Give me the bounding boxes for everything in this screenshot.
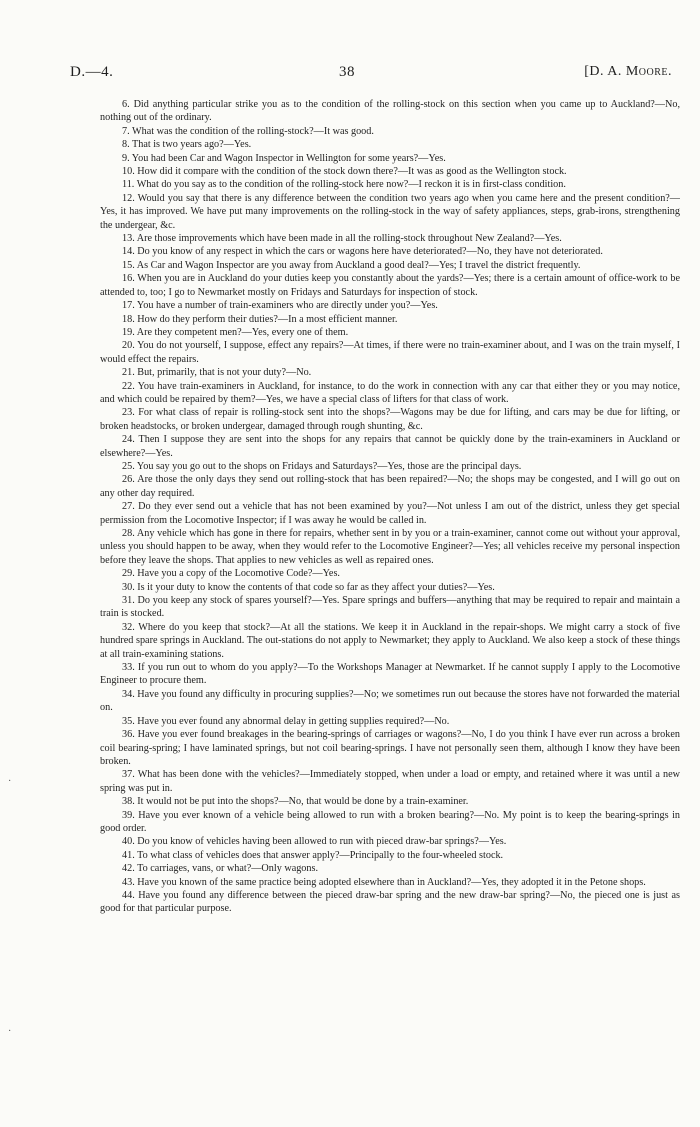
testimony-paragraph: 19. Are they competent men?—Yes, every one of them. — [122, 326, 349, 338]
testimony-paragraph: 21. But, primarily, that is not your duty?—No. — [122, 367, 312, 379]
testimony-paragraph: 34. Have you found any difficulty in procuring supplies?—No; we sometimes run out because the stores have not forwarded the material on. — [100, 688, 680, 714]
testimony-paragraph: 24. Then I suppose they are sent into the shops for any repairs that cannot be quickly done by the train-examiners in Auckland or elsewhere?—Yes. — [100, 434, 680, 459]
testimony-paragraph: 37. What has been done with the vehicles?—Immediately stopped, when under a load or empty, and retained where it was until a new spring was put in. — [100, 769, 680, 794]
testimony-paragraph: 27. Do they ever send out a vehicle that has not been examined by you?—Not unless I am out of the district, unless they get special permission from the Locomotive Inspector; if I was away he would be called in. — [100, 501, 680, 526]
testimony-paragraph: 44. Have you found any difference between the pieced draw-bar spring and the new draw-bar spring?—No, the pieced one is just as good for that particular purpose. — [100, 889, 680, 915]
testimony-paragraph: 20. You do not yourself, I suppose, effect any repairs?—At times, if there were no train-examiner about, and I was on the train myself, I would effect the repairs. — [100, 340, 680, 365]
testimony-paragraph: 43. Have you known of the same practice being adopted elsewhere than in Auckland?—Yes, they adopted it in the Petone shops. — [122, 876, 646, 888]
testimony-paragraph: 31. Do you keep any stock of spares yourself?—Yes. Spare springs and buffers—anything that may be required to repair and maintain a train is stocked. — [100, 595, 680, 620]
testimony-paragraph: 36. Have you ever found breakages in the bearing-springs of carriages or wagons?—No, I do you think I have ever run across a broken coil bearing-spring; I have laminated springs, but not coil bearing-springs. I have not personally seen them, although I know they have been broken. — [100, 729, 680, 767]
testimony-paragraph: 14. Do you know of any respect in which the cars or wagons here have deteriorated?—No, they have not deteriorated. — [122, 246, 603, 258]
testimony-paragraph: 38. It would not be put into the shops?—No, that would be done by a train-examiner. — [122, 796, 469, 808]
testimony-paragraph: 18. How do they perform their duties?—In a most efficient manner. — [122, 313, 398, 325]
testimony-paragraph: 8. That is two years ago?—Yes. — [122, 139, 252, 151]
margin-dot: · — [8, 776, 12, 787]
testimony-paragraph: 26. Are those the only days they send out rolling-stock that has been repaired?—No; the shops may be congested, and I will go out on any other day required. — [100, 474, 680, 499]
page-number: 38 — [339, 64, 355, 80]
testimony-paragraph: 16. When you are in Auckland do your duties keep you constantly about the yards?—Yes; there is a certain amount of office-work to be attended to, too; I go to Newmarket mostly on Fridays and Saturdays for inspection of stock. — [100, 273, 680, 298]
testimony-paragraph: 42. To carriages, vans, or what?—Only wagons. — [122, 863, 319, 875]
testimony-paragraph: 39. Have you ever known of a vehicle being allowed to run with a broken bearing?—No. My point is to keep the bearing-springs in good order. — [100, 809, 680, 834]
testimony-paragraph: 41. To what class of vehicles does that answer apply?—Principally to the four-wheeled stock. — [122, 849, 504, 861]
testimony-paragraph: 15. As Car and Wagon Inspector are you away from Auckland a good deal?—Yes; I travel the district frequently. — [122, 259, 581, 271]
testimony-paragraph: 33. If you run out to whom do you apply?—To the Workshops Manager at Newmarket. If he cannot supply I apply to the Locomotive Engineer to procure them. — [100, 662, 680, 687]
testimony-paragraph: 11. What do you say as to the condition of the rolling-stock here now?—I reckon it is in first-class condition. — [122, 179, 566, 191]
testimony-paragraph: 29. Have you a copy of the Locomotive Code?—Yes. — [122, 568, 340, 580]
margin-dot: · — [8, 1026, 12, 1037]
testimony-paragraph: 7. What was the condition of the rolling-stock?—It was good. — [122, 125, 374, 137]
testimony-paragraph: 17. You have a number of train-examiners who are directly under you?—Yes. — [122, 300, 438, 312]
testimony-paragraph: 40. Do you know of vehicles having been allowed to run with pieced draw-bar springs?—Yes. — [122, 836, 507, 848]
testimony-paragraph: 28. Any vehicle which has gone in there for repairs, whether sent in by you or a train-examiner, cannot come out without your approval, unless you should happen to be away, when they would refer to the Locomotive Engineer?—Yes; all vehicles receive my personal inspection before they leave the shops. That applies to new vehicles as well as repaired ones. — [100, 528, 680, 566]
document-code: D.—4. — [70, 64, 114, 80]
page-header — [70, 64, 672, 84]
testimony-paragraph: 35. Have you ever found any abnormal delay in getting supplies required?—No. — [122, 715, 450, 727]
testimony-paragraph: 6. Did anything particular strike you as to the condition of the rolling-stock on this section when you came up to Auckland?—No, nothing out of the ordinary. — [100, 99, 680, 124]
testimony-paragraph: 32. Where do you keep that stock?—At all the stations. We keep it in Auckland in the repair-shops. We might carry a stock of five hundred spare springs in Auckland. The out-stations do not apply to Newmarket; they apply to Auckland. We also keep a stock of these things at all train-examining stations. — [100, 621, 680, 660]
testimony-paragraph: 13. Are those improvements which have been made in all the rolling-stock throughout New Zealand?—Yes. — [122, 233, 562, 245]
testimony-paragraph: 30. Is it your duty to know the contents of that code so far as they affect your duties?—Yes. — [122, 581, 495, 593]
testimony-paragraph: 23. For what class of repair is rolling-stock sent into the shops?—Wagons may be due for lifting, and cars may be due for lifting, or broken headstocks, or broken undergear, damaged through rough shunting, &c. — [100, 407, 680, 432]
witness-name: [D. A. Moore. — [584, 64, 672, 79]
testimony-paragraph: 12. Would you say that there is any difference between the condition two years ago when you came here and the present condition?—Yes, it has improved. We have put many improvements on the rolling-stock in the way of safety appliances, steps, grab-irons, strengthening the undergear, &c. — [100, 192, 680, 231]
testimony-paragraph: 22. You have train-examiners in Auckland, for instance, to do the work in connection with any car that either they or you may notice, and which could be repaired by them?—Yes, we have a special class of lifters for that class of work. — [100, 380, 680, 405]
testimony-paragraph: 10. How did it compare with the condition of the stock down there?—It was as good as the Wellington stock. — [122, 166, 567, 178]
testimony-body — [100, 98, 680, 916]
testimony-paragraph: 9. You had been Car and Wagon Inspector in Wellington for some years?—Yes. — [122, 152, 446, 164]
testimony-paragraph: 25. You say you go out to the shops on Fridays and Saturdays?—Yes, those are the principal days. — [122, 460, 522, 472]
